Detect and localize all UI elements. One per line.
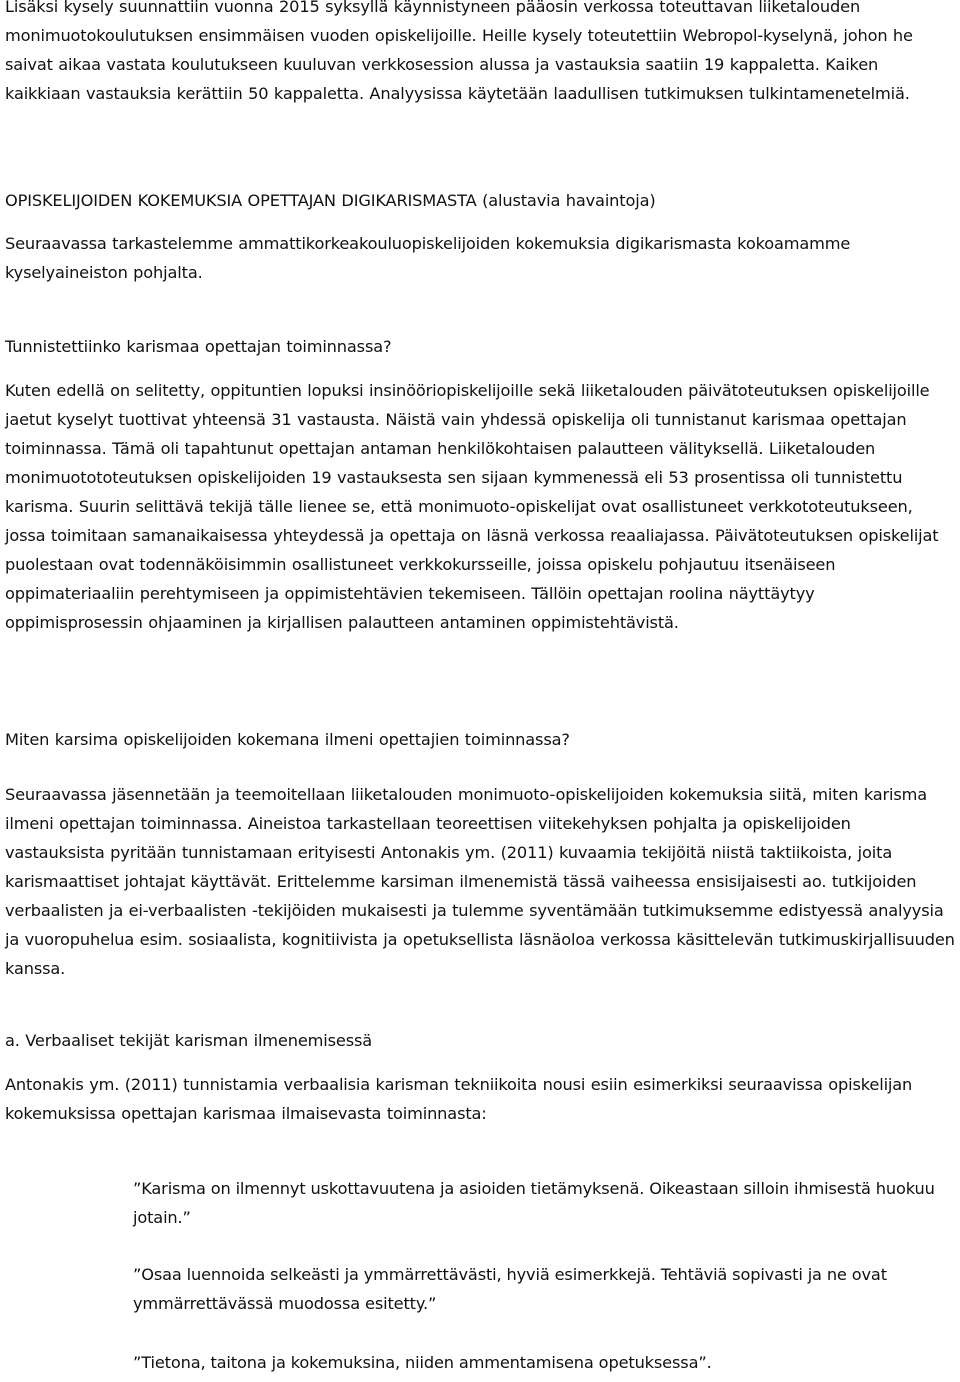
quote-1: ”Karisma on ilmennyt uskottavuutena ja asioiden tietämyksenä. Oikeastaan silloin ihmisestä huokuu jotain.” bbox=[133, 1179, 935, 1227]
subheading-a-intro-paragraph: Antonakis ym. (2011) tunnistamia verbaalisia karisman tekniikoita nousi esiin esimerkiksi seuraavissa opiskelijan kokemuksissa opettajan karismaa ilmaisevasta toiminnasta: bbox=[5, 1075, 913, 1123]
section-heading: OPISKELIJOIDEN KOKEMUKSIA OPETTAJAN DIGIKARISMASTA (alustavia havaintoja) bbox=[5, 191, 656, 210]
intro-paragraph: Lisäksi kysely suunnattiin vuonna 2015 syksyllä käynnistyneen pääosin verkossa toteuttavan liiketalouden monimuotokoulutuksen ensimmäisen vuoden opiskelijoille. Heille kysely toteutettiin Webropol-kyselynä, johon he saivat aikaa vastata koulutukseen kuuluvan verkkosession alussa ja vastauksia saatiin 19 kappaletta. Kaiken kaikkiaan vastauksia kerättiin 50 kappaletta. Analyysissa käytetään laadullisen tutkimuksen tulkintamenetelmiä. bbox=[5, 0, 913, 103]
answer-2-paragraph: Seuraavassa jäsennetään ja teemoitellaan liiketalouden monimuoto-opiskelijoiden kokemuksia siitä, miten karisma ilmeni opettajan toiminnassa. Aineistoa tarkastellaan teoreettisen viitekehyksen pohjalta ja opiskelijoiden vastauksista pyritään tunnistamaan erityisesti Antonakis ym. (2011) kuvaamia tekijöitä niistä taktiikoista, joita karismaattiset johtajat käyttävät. Erittelemme karsiman ilmenemistä tässä vaiheessa ensisijaisesti ao. tutkijoiden verbaalisten ja ei-verbaalisten -tekijöiden mukaisesti ja tulemme syventämään tutkimuksemme edistyessä analyysia ja vuoropuhelua esim. sosiaalista, kognitiivista ja opetuksellista läsnäoloa verkossa käsittelevän tutkimuskirjallisuuden kanssa. bbox=[5, 785, 955, 978]
section-intro-paragraph: Seuraavassa tarkastelemme ammattikorkeakouluopiskelijoiden kokemuksia digikarismasta kokoamamme kyselyaineiston pohjalta. bbox=[5, 234, 851, 282]
question-2-heading: Miten karsima opiskelijoiden kokemana ilmeni opettajien toiminnassa? bbox=[5, 730, 570, 749]
subheading-verbal-factors: a. Verbaaliset tekijät karisman ilmenemisessä bbox=[5, 1031, 373, 1050]
quote-3: ”Tietona, taitona ja kokemuksina, niiden ammentamisena opetuksessa”. bbox=[133, 1353, 712, 1372]
question-1-heading: Tunnistettiinko karismaa opettajan toiminnassa? bbox=[5, 337, 392, 356]
answer-1-paragraph: Kuten edellä on selitetty, oppituntien lopuksi insinööriopiskelijoille sekä liiketalouden päivätoteutuksen opiskelijoille jaetut kyselyt tuottivat yhteensä 31 vastausta. Näistä vain yhdessä opiskelija oli tunnistanut karismaa opettajan toiminnassa. Tämä oli tapahtunut opettajan antaman henkilökohtaisen palautteen välityksellä. Liiketalouden monimuotototeutuksen opiskelijoiden 19 vastauksesta sen sijaan kymmenessä eli 53 prosentissa oli tunnistettu karisma. Suurin selittävä tekijä tälle lienee se, että monimuoto-opiskelijat ovat osallistuneet verkkototeutukseen, jossa toimitaan samanaikaisessa yhteydessä ja opettaja on läsnä verkossa reaaliajassa. Päivätoteutuksen opiskelijat puolestaan ovat todennäköisimmin osallistuneet verkkokursseille, joissa opiskelu pohjautuu itsenäiseen oppimateriaaliin perehtymiseen ja oppimistehtävien tekemiseen. Tällöin opettajan roolina näyttäytyy oppimisprosessin ohjaaminen ja kirjallisen palautteen antaminen oppimistehtävistä. bbox=[5, 381, 939, 632]
quote-2: ”Osaa luennoida selkeästi ja ymmärrettävästi, hyviä esimerkkejä. Tehtäviä sopivasti ja ne ovat ymmärrettävässä muodossa esitetty.” bbox=[133, 1265, 887, 1313]
